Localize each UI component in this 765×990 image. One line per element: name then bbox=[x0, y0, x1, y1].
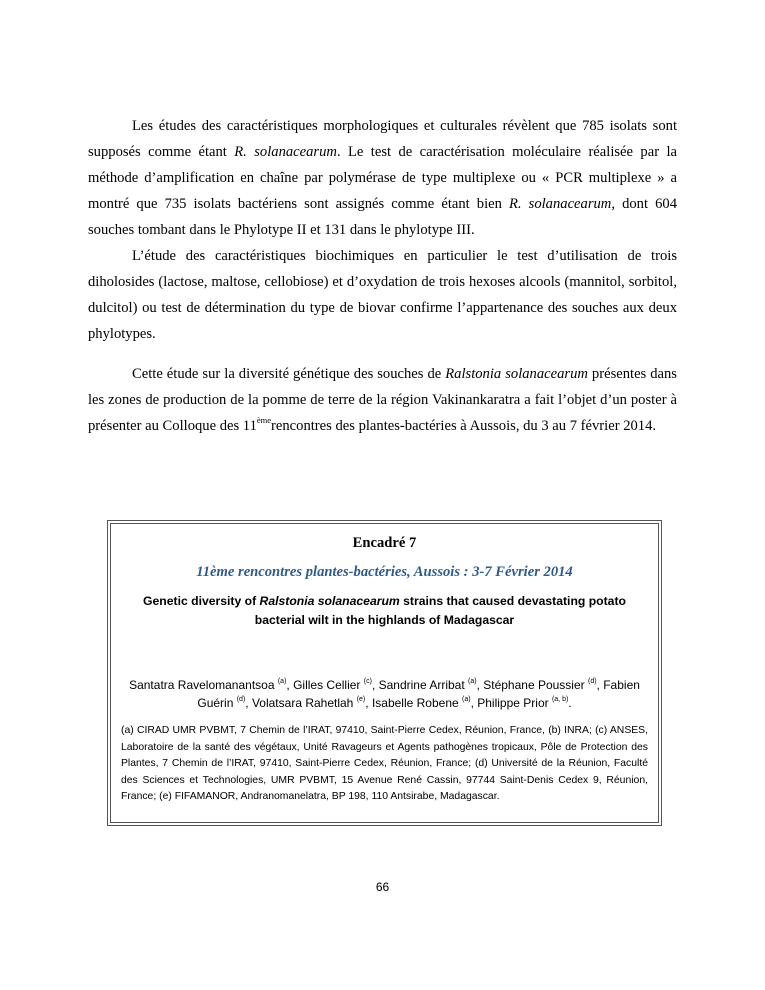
author-separator: , bbox=[470, 696, 478, 710]
paragraph-poster: Cette étude sur la diversité génétique des souches de Ralstonia solanacearum présentes dans les zones de production de la pomme de terre de la région Vakinankaratra a fait l’objet d’un poster à présenter au Colloque des 11èmerencontres des plantes-bactéries à Aussois, du 3 au 7 février 2014. bbox=[88, 366, 677, 434]
author-affiliation-mark: (d) bbox=[587, 678, 597, 685]
paragraph-isolates: Les études des caractéristiques morphologiques et culturales révèlent que 785 isolats sont supposés comme étant R. solanacearum. Le test de caractérisation moléculaire réalisée par la méthode d’amplification en chaîne par polymérase de type multiplexe ou « PCR multiplexe » a montré que 735 isolats bactériens sont assignés comme étant bien R. solanacearum, dont 604 souches tombant dans le Phylotype II et 131 dans le phylotype III. bbox=[88, 118, 677, 238]
author-separator: , bbox=[286, 678, 294, 692]
author-name: Stéphane Poussier bbox=[483, 678, 588, 692]
author-separator: , bbox=[596, 678, 604, 692]
author-name: Isabelle Robene bbox=[371, 696, 463, 710]
author-name: Fabien Guérin bbox=[197, 678, 640, 710]
author-affiliation-mark: (d) bbox=[236, 696, 246, 703]
author-name: Volatsara Rahetlah bbox=[251, 696, 357, 710]
author-separator: . bbox=[568, 696, 572, 710]
author-name: Sandrine Arribat bbox=[378, 678, 468, 692]
author-separator: , bbox=[365, 696, 372, 710]
author-name: Gilles Cellier bbox=[293, 678, 364, 692]
author-affiliation-mark: (c) bbox=[363, 678, 372, 685]
encadre-box-inner bbox=[110, 523, 659, 823]
author-affiliation-mark: (a) bbox=[462, 696, 471, 703]
encadre-box bbox=[107, 520, 662, 826]
box-label: Encadré 7 bbox=[352, 535, 417, 551]
author-separator: , bbox=[476, 678, 484, 692]
box-title: 11ème rencontres plantes-bactéries, Aussois : 3-7 Février 2014 bbox=[196, 564, 573, 580]
author-separator: , bbox=[245, 696, 252, 710]
author-affiliation-mark: (a, b) bbox=[551, 696, 569, 703]
author-list bbox=[121, 676, 648, 712]
author-affiliation-mark: (e) bbox=[356, 696, 366, 703]
author-affiliation-mark: (a) bbox=[468, 678, 477, 685]
author-name: Philippe Prior bbox=[477, 696, 552, 710]
author-separator: , bbox=[371, 678, 379, 692]
affiliations: (a) CIRAD UMR PVBMT, 7 Chemin de l’IRAT, 97410, Saint-Pierre Cedex, Réunion, France, (b) INRA; (c) ANSES, Laboratoire de la santé des végétaux, Unité Ravageurs et Agents pathogènes tropicaux, Pôle de Protection des Plantes, 7 Chemin de l’IRAT, 97410, Saint-Pierre Cedex, Réunion, France; (d) Université de la Réunion, Faculté des Sciences et Technologies, UMR PVBMT, 15 Avenue René Cassin, 97744 Saint-Denis Cedex 9, Réunion, France; (e) FIFAMANOR, Andranomanelatra, BP 198, 110 Antsirabe, Madagascar. bbox=[121, 725, 648, 802]
author-affiliation-mark: (a) bbox=[277, 678, 287, 685]
page-number: 66 bbox=[375, 880, 390, 894]
poster-title: Genetic diversity of Ralstonia solanacearum strains that caused devastating potato bacterial wilt in the highlands of Madagascar bbox=[143, 594, 626, 627]
body-text bbox=[88, 113, 677, 439]
paragraph-biochemical: L’étude des caractéristiques biochimiques en particulier le test d’utilisation de trois diholosides (lactose, maltose, cellobiose) et d’oxydation de trois hexoses alcools (mannitol, sorbitol, dulcitol) ou test de détermination du type de biovar confirme l’appartenance des souches aux deux phylotypes. bbox=[88, 248, 677, 342]
author-name: Santatra Ravelomanantsoa bbox=[129, 678, 278, 692]
